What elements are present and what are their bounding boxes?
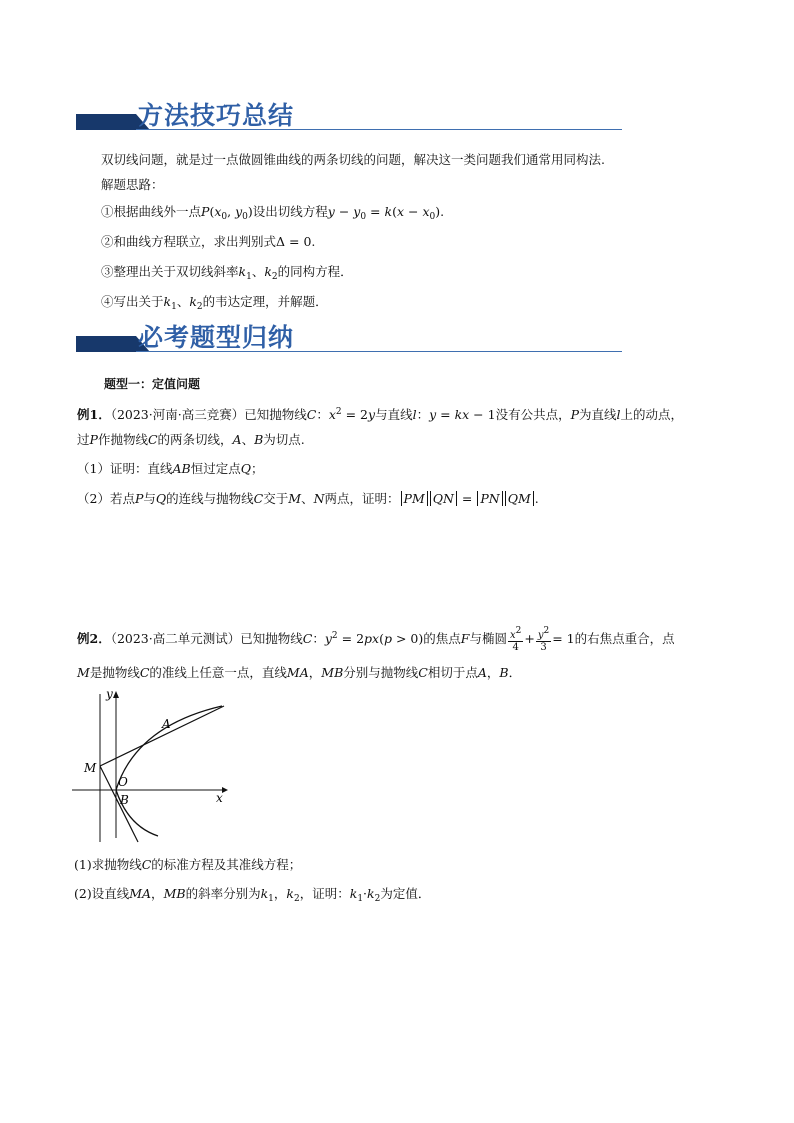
- label-m: M: [84, 761, 97, 775]
- ex1-question-1: （1）证明：直线AB恒过定点Q；: [77, 461, 264, 476]
- step-text: ①根据曲线外一点: [101, 204, 202, 219]
- ex2-question-2: (2)设直线MA，MB的斜率分别为$k_1$，$k_2$，证明：$k_1\cdot k_2$为定值．: [74, 886, 431, 904]
- section-header-types: [76, 320, 622, 356]
- y-axis-arrow: [113, 691, 119, 698]
- ex2-text: 分别与抛物线: [343, 665, 419, 680]
- ex2-text: 已知抛物线: [240, 631, 303, 646]
- section-title: 方法技巧总结: [138, 101, 295, 130]
- method-step-2: ②和曲线方程联立，求出判别式Δ = 0.: [101, 234, 316, 249]
- ex1-statement-line2: 过P作抛物线C的两条切线，A、B为切点.: [77, 432, 305, 447]
- ex1-text: 的连线与抛物线: [166, 491, 254, 506]
- ex2-text: 的斜率分别为: [185, 886, 261, 901]
- ex1-text: .: [534, 491, 539, 506]
- ex1-source: （2023·河南·高三竞赛）: [110, 407, 245, 422]
- method-step-3: ③整理出关于双切线斜率$k_1$、$k_2$的同构方程．: [101, 264, 353, 282]
- method-step-1: ①根据曲线外一点$P(x_0$, $y_0$)设出切线方程$y - y_0 = k(x - x_0)$.: [101, 204, 445, 222]
- ex2-text: 的准线上任意一点，直线: [149, 665, 287, 680]
- ex2-statement-line2: M是抛物线C的准线上任意一点，直线MA，MB分别与抛物线C相切于点A，B．: [77, 665, 522, 680]
- step-text: ③整理出关于双切线斜率: [101, 264, 239, 279]
- label-x: x: [216, 791, 223, 805]
- ex2-text: ．: [508, 665, 522, 680]
- ex1-text: 为切点.: [263, 432, 305, 447]
- ex2-question-1: (1)求抛物线C的标准方程及其准线方程；: [74, 857, 302, 872]
- section-header-method: [76, 98, 622, 134]
- ex2-text: (1)求抛物线: [74, 857, 142, 872]
- ex1-text: 与: [143, 491, 156, 506]
- ex1-text: 两点，证明：: [324, 491, 400, 506]
- ex2-text: 是抛物线: [89, 665, 140, 680]
- ex1-text: ；: [250, 461, 264, 476]
- ex2-text: 的焦点: [423, 631, 461, 646]
- tangent-line-ma: [100, 706, 224, 766]
- problem-type-heading: 题型一：定值问题: [104, 377, 201, 391]
- method-steps-heading: 解题思路：: [101, 177, 164, 192]
- ex1-text: 作抛物线: [97, 432, 148, 447]
- ex2-statement: 例2．（2023·高二单元测试）已知抛物线C：$y^2 = 2px(p > 0)$的焦点F与椭圆 $\frac{x^2}{4}$ + $\frac{y^2}{3}$ = 1的右焦点重合，点: [77, 626, 675, 653]
- ex2-text: 与椭圆: [469, 631, 507, 646]
- step-text: .: [440, 204, 445, 219]
- label-o: O: [118, 775, 128, 789]
- ex1-text: 上的动点，: [620, 407, 684, 422]
- ex1-statement: 例1．（2023·河南·高三竞赛）已知抛物线C：$x^2 = 2y$与直线l：y = kx − 1没有公共点，P为直线l上的动点，: [77, 407, 684, 422]
- ex1-text: 恒过定点: [190, 461, 241, 476]
- method-intro: 双切线问题，就是过一点做圆锥曲线的两条切线的问题，解决这一类问题我们通常用同构法.: [101, 152, 605, 167]
- ex2-label: 例2．: [77, 631, 111, 646]
- ex1-text: 的两条切线，: [157, 432, 233, 447]
- label-a: A: [162, 717, 171, 731]
- ex2-text: ，证明：: [299, 886, 350, 901]
- ex1-text: 没有公共点，: [495, 407, 571, 422]
- section-header-bar: [76, 114, 136, 130]
- ex1-text: 与直线: [375, 407, 413, 422]
- step-text: ②和曲线方程联立，求出判别式: [101, 234, 277, 249]
- ex1-text: 过: [77, 432, 90, 447]
- ex1-text: （2）若点: [77, 491, 135, 506]
- ex1-text: 交于: [263, 491, 289, 506]
- step-text: ④写出关于: [101, 294, 164, 309]
- method-step-4: ④写出关于$k_1$、$k_2$的韦达定理，并解题．: [101, 294, 328, 312]
- ex1-text: （1）证明：直线: [77, 461, 173, 476]
- section-header-bar: [76, 336, 136, 352]
- step-text: .: [311, 234, 316, 249]
- label-b: B: [120, 793, 129, 807]
- ex1-text: 已知抛物线: [244, 407, 307, 422]
- ex2-source: （2023·高二单元测试）: [110, 631, 241, 646]
- step-text: 设出切线方程: [252, 204, 328, 219]
- step-text: 的韦达定理，并解题．: [202, 294, 328, 309]
- ex1-text: 为直线: [579, 407, 617, 422]
- ex2-text: 为定值．: [380, 886, 431, 901]
- step-text: 的同构方程．: [277, 264, 353, 279]
- ex2-text: 的标准方程及其准线方程；: [151, 857, 302, 872]
- ex2-text: 的右焦点重合，点: [574, 631, 675, 646]
- section-title: 必考题型归纳: [138, 323, 295, 352]
- ex2-text: 相切于点: [427, 665, 478, 680]
- ex1-label: 例1．: [77, 407, 111, 422]
- ex1-question-2: （2）若点P与Q的连线与抛物线C交于M、N两点，证明： PM QN = PN QM .: [77, 491, 539, 506]
- x-axis-arrow: [222, 787, 228, 793]
- parabola-tangent-figure: [72, 686, 232, 846]
- ex2-text: (2)设直线: [74, 886, 130, 901]
- label-y: y: [106, 687, 113, 701]
